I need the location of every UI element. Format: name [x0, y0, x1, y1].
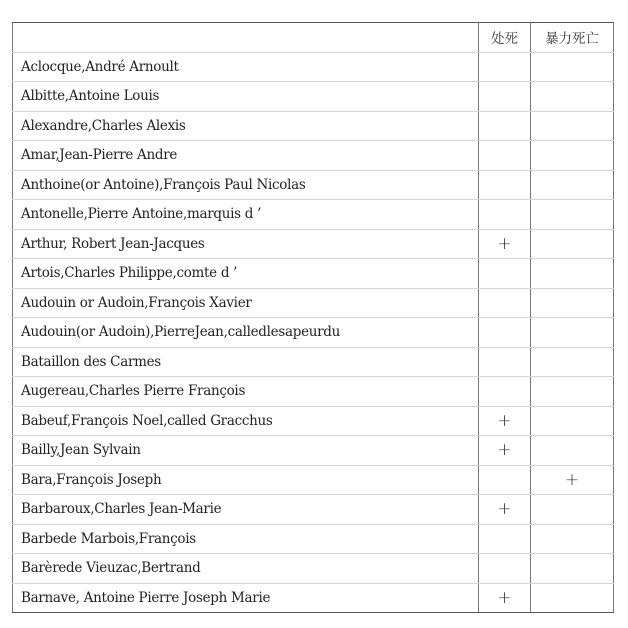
- row-executed-mark: [479, 259, 531, 289]
- row-violent-mark: [531, 82, 614, 112]
- row-name: Anthoine(or Antoine),François Paul Nicolas: [13, 170, 479, 200]
- row-violent-mark: [531, 436, 614, 466]
- row-violent-mark: [531, 141, 614, 171]
- row-violent-mark: [531, 200, 614, 230]
- table-row: [13, 111, 614, 141]
- table-row: [13, 495, 614, 525]
- row-violent-mark: [531, 583, 614, 613]
- row-executed-mark: +: [479, 583, 531, 613]
- row-executed-mark: +: [479, 229, 531, 259]
- row-executed-mark: [479, 554, 531, 584]
- row-name: Antonelle,Pierre Antoine,marquis d ’: [13, 200, 479, 230]
- table-row: [13, 259, 614, 289]
- row-violent-mark: [531, 524, 614, 554]
- table-row: [13, 377, 614, 407]
- row-violent-mark: [531, 52, 614, 82]
- row-executed-mark: [479, 82, 531, 112]
- row-name: Bara,François Joseph: [13, 465, 479, 495]
- row-violent-mark: [531, 318, 614, 348]
- header-executed: 处死: [479, 23, 531, 53]
- row-executed-mark: [479, 52, 531, 82]
- row-name: Aclocque,André Arnoult: [13, 52, 479, 82]
- row-violent-mark: [531, 406, 614, 436]
- header-row: [13, 23, 614, 53]
- row-violent-mark: [531, 229, 614, 259]
- row-executed-mark: [479, 141, 531, 171]
- row-name: Amar,Jean-Pierre Andre: [13, 141, 479, 171]
- table-row: [13, 288, 614, 318]
- row-name: Artois,Charles Philippe,comte d ’: [13, 259, 479, 289]
- table-row: [13, 554, 614, 584]
- row-executed-mark: [479, 524, 531, 554]
- table-row: [13, 436, 614, 466]
- row-executed-mark: [479, 377, 531, 407]
- row-name: Augereau,Charles Pierre François: [13, 377, 479, 407]
- row-name: Audouin(or Audoin),PierreJean,calledlesapeurdu: [13, 318, 479, 348]
- header-name: [13, 23, 479, 53]
- row-name: Barèrede Vieuzac,Bertrand: [13, 554, 479, 584]
- row-violent-mark: [531, 554, 614, 584]
- row-name: Barbede Marbois,François: [13, 524, 479, 554]
- table-row: [13, 524, 614, 554]
- row-executed-mark: [479, 318, 531, 348]
- row-violent-mark: +: [531, 465, 614, 495]
- row-executed-mark: [479, 111, 531, 141]
- row-violent-mark: [531, 495, 614, 525]
- row-violent-mark: [531, 259, 614, 289]
- table-row: [13, 465, 614, 495]
- header-violent-death: 暴力死亡: [531, 23, 614, 53]
- table-row: [13, 318, 614, 348]
- row-name: Bailly,Jean Sylvain: [13, 436, 479, 466]
- row-name: Audouin or Audoin,François Xavier: [13, 288, 479, 318]
- row-executed-mark: [479, 347, 531, 377]
- row-executed-mark: +: [479, 406, 531, 436]
- row-executed-mark: +: [479, 436, 531, 466]
- table-row: [13, 170, 614, 200]
- row-name: Albitte,Antoine Louis: [13, 82, 479, 112]
- row-violent-mark: [531, 377, 614, 407]
- row-violent-mark: [531, 170, 614, 200]
- row-executed-mark: [479, 288, 531, 318]
- row-name: Bataillon des Carmes: [13, 347, 479, 377]
- row-name: Arthur, Robert Jean-Jacques: [13, 229, 479, 259]
- row-executed-mark: +: [479, 495, 531, 525]
- row-violent-mark: [531, 288, 614, 318]
- row-executed-mark: [479, 465, 531, 495]
- row-name: Barnave, Antoine Pierre Joseph Marie: [13, 583, 479, 613]
- table-row: [13, 229, 614, 259]
- row-name: Alexandre,Charles Alexis: [13, 111, 479, 141]
- table-row: [13, 141, 614, 171]
- table-row: [13, 583, 614, 613]
- executions-table: [12, 22, 614, 613]
- table-row: [13, 200, 614, 230]
- row-violent-mark: [531, 111, 614, 141]
- table-row: [13, 52, 614, 82]
- row-name: Babeuf,François Noel,called Gracchus: [13, 406, 479, 436]
- row-executed-mark: [479, 200, 531, 230]
- table-row: [13, 406, 614, 436]
- table-row: [13, 82, 614, 112]
- row-violent-mark: [531, 347, 614, 377]
- row-executed-mark: [479, 170, 531, 200]
- table-row: [13, 347, 614, 377]
- row-name: Barbaroux,Charles Jean-Marie: [13, 495, 479, 525]
